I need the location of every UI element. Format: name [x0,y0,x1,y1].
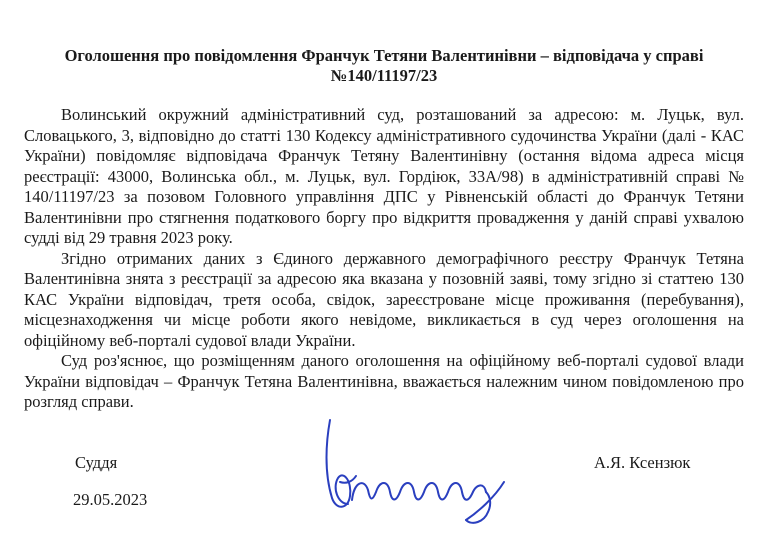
document-date: 29.05.2023 [73,490,148,509]
paragraph-1: Волинський окружний адміністративний суд, розташований за адресою: м. Луцьк, вул. Словацького, 3, відповідно до статті 130 Кодексу адміністративного судочинства України (далі - КАС України) повідомляє відповідача Франчук Тетяну Валентинівну (остання відома адреса місця реєстрації: 43000, Волинська обл., м. Луцьк, вул. Гордіюк, 33А/98) в адміністративній справі № 140/11197/23 за позовом Головного управління ДПС у Рівненській області до Франчук Тетяни Валентинівни про стягнення податкового боргу про відкриття провадження у даній справі ухвалою судді від 29 травня 2023 року. [24,105,744,247]
paragraph-3: Суд роз'яснює, що розміщенням даного оголошення на офіційному веб-порталі судової влади України відповідач – Франчук Тетяна Валентинівна, вважається належним чином повідомленою про розгляд справи. [24,351,744,411]
notice-title-line-1: Оголошення про повідомлення Франчук Тетяни Валентинівни – відповідача у справі [64,46,704,65]
notice-title [24,46,744,86]
judge-name: А.Я. Ксензюк [594,453,691,472]
notice-title-line-2: №140/11197/23 [330,66,438,85]
notice-body [24,105,744,413]
judge-label: Суддя [75,453,118,472]
paragraph-2: Згідно отриманих даних з Єдиного державного демографічного реєстру Франчук Тетяна Валентинівна знята з реєстрації за адресою яка вказана у позовній заяві, тому згідно зі статтею 130 КАС України відповідач, третя особа, свідок, зареєстроване місце проживання (перебування), місцезнаходження чи місце роботи якого невідоме, викликається в суд через оголошення на офіційному веб-порталі судової влади України. [24,248,744,350]
judge-signature [318,412,518,532]
